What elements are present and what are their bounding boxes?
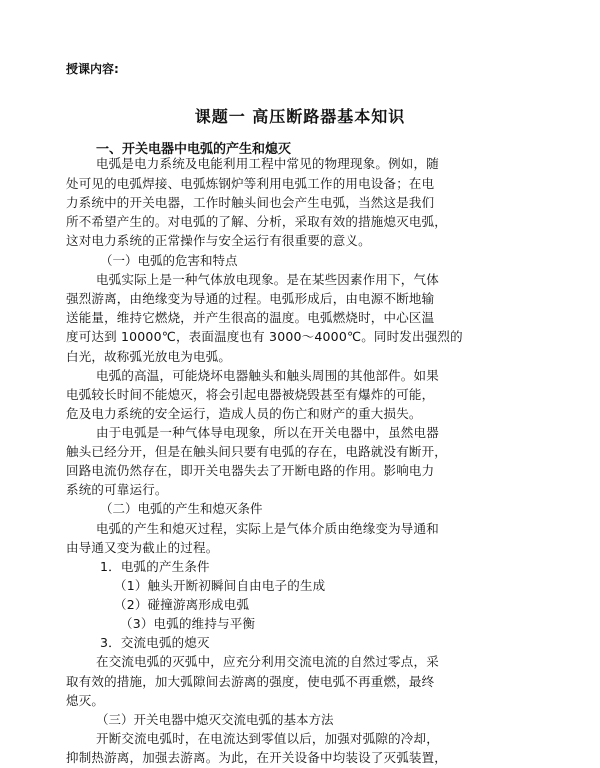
paragraph-line: 电弧实际上是一种气体放电现象。是在某些因素作用下，气体 <box>96 272 439 287</box>
paragraph-line: 所不希望产生的。对电弧的了解、分析，采取有效的措施熄灭电弧， <box>66 213 448 229</box>
paragraph-line: 触头已经分开，但是在触头间只要有电弧的存在，电路就没有断开， <box>66 444 448 460</box>
paragraph-line: 回路电流仍然存在，即开关电器失去了开断电路的作用。影响电力 <box>66 463 435 479</box>
numbered-point: 3．交流电弧的熄灭 <box>100 635 210 651</box>
paragraph-line: 这对电力系统的正常操作与安全运行有很重要的意义。 <box>66 232 371 248</box>
paragraph-line: 电弧是电力系统及电能利用工程中常见的物理现象。例如，随 <box>96 156 439 172</box>
numbered-point: 1．电弧的产生条件 <box>100 558 210 574</box>
paragraph-line: 强烈游离，由绝缘变为导通的过程。电弧形成后，由电源不断地输 <box>66 291 435 307</box>
section-heading: 一、开关电器中电弧的产生和熄灭 <box>96 142 292 157</box>
paragraph-line: 熄灭。 <box>66 692 105 708</box>
subsection-heading: （二）电弧的产生和熄灭条件 <box>100 501 263 517</box>
lesson-content-label: 授课内容: <box>66 62 119 76</box>
paragraph-line: 电弧较长时间不能熄灭，将会引起电器被烧毁甚至有爆炸的可能， <box>66 386 435 402</box>
paragraph-line: 度可达到 10000℃，表面温度也有 3000～4000℃。同时发出强烈的 <box>66 329 463 345</box>
paragraph-line: 抑制热游离，加强去游离。为此，在开关设备中均装设了灭弧装置， <box>66 750 448 765</box>
list-item: （1）触头开断初瞬间自由电子的生成 <box>114 577 326 593</box>
paragraph-line: 力系统中的开关电器，工作时触头间也会产生电弧，当然这是我们 <box>66 194 435 210</box>
paragraph-line: 在交流电弧的灭弧中，应充分利用交流电流的自然过零点，采 <box>96 654 439 670</box>
paragraph-line: 电弧的高温，可能烧坏电器触头和触头周围的其他部件。如果 <box>96 367 439 383</box>
paragraph-line: 开断交流电弧时，在电流达到零值以后，加强对弧隙的冷却， <box>96 730 439 746</box>
list-item: （3）电弧的维持与平衡 <box>120 616 256 632</box>
subsection-heading: （三）开关电器中熄灭交流电弧的基本方法 <box>96 711 334 727</box>
subsection-heading: （一）电弧的危害和特点 <box>100 252 238 268</box>
paragraph-line: 系统的可靠运行。 <box>66 482 168 498</box>
paragraph-line: 危及电力系统的安全运行，造成人员的伤亡和财产的重大损失。 <box>66 405 422 421</box>
paragraph-line: 处可见的电弧焊接、电弧炼钢炉等利用电弧工作的用电设备；在电 <box>66 175 435 191</box>
paragraph-line: 由于电弧是一种气体导电现象，所以在开关电器中，虽然电器 <box>96 425 439 440</box>
paragraph-line: 电弧的产生和熄灭过程，实际上是气体介质由绝缘变为导通和 <box>96 520 439 536</box>
paragraph-line: 取有效的措施，加大弧隙间去游离的强度，使电弧不再重燃，最终 <box>66 673 435 689</box>
paragraph-line: 白光，故称弧光放电为电弧。 <box>66 348 232 364</box>
paragraph-line: 送能量，维持它燃烧，并产生很高的温度。电弧燃烧时，中心区温 <box>66 310 435 326</box>
list-item: （2）碰撞游离形成电弧 <box>114 597 250 612</box>
paragraph-line: 由导通又变为截止的过程。 <box>66 539 219 555</box>
page-title: 课题一 高压断路器基本知识 <box>194 107 406 126</box>
